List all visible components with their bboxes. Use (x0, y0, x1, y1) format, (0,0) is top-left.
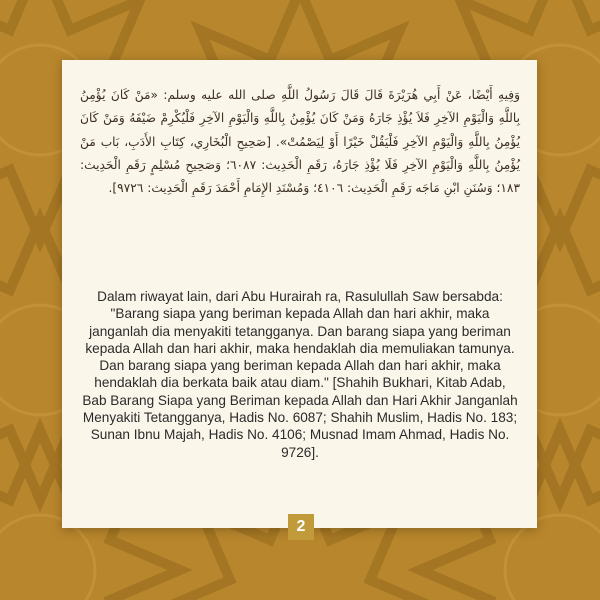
page-number-badge: 2 (288, 514, 314, 540)
arabic-hadith-text: وَفِيهِ أَيْضًا، عَنْ أَبِي هُرَيْرَةَ قَالَ قَالَ رَسُولُ اللَّهِ صلى الله عليه وسلم: «مَنْ كَانَ يُؤْمِنُ بِاللَّهِ وَالْيَوْمِ الآخِرِ فَلاَ يُؤْذِ جَارَهُ وَمَنْ كَانَ يُؤْمِنُ بِاللَّهِ وَالْيَوْمِ الآخِرِ فَلْيُكْرِمْ ضَيْفَهُ وَمَنْ كَانَ يُؤْمِنُ بِاللَّهِ وَالْيَوْمِ الآخِرِ فَلْيَقُلْ خَيْرًا أَوْ لِيَصْمُتْ». [صَحِيحِ الْبُخَارِي، كِتَابِ الأَدَبِ، بَاب مَنْ يُؤْمِنُ بِاللَّهِ وَالْيَوْمِ الآخِرِ فَلَا يُؤْذِ جَارَهُ، رَقَمِ الْحَدِيث: ٦٠٨٧؛ وَصَحِيحِ مُسْلِمٍ رَقَمِ الْحَدِيث: ١٨٣؛ وَسُنَنِ ابْنِ مَاجَه رَقَمِ الْحَدِيث: ٤١٠٦؛ وَمُسْنَدِ الإِمَامِ أَحْمَدَ رَقَمِ الْحَدِيث: ٩٧٢٦]. (80, 88, 520, 196)
indonesian-translation-text: Dalam riwayat lain, dari Abu Hurairah ra, Rasulullah Saw bersabda: "Barang siapa yang beriman kepada Allah dan hari akhir, maka janganlah dia menyakiti tetangganya. Dan barang siapa yang beriman kepada Allah dan hari akhir, maka hendaklah dia memuliakan tamunya. Dan barang siapa yang beriman kepada Allah dan hari akhir, maka hendaklah dia berkata baik atau diam." [Shahih Bukhari, Kitab Adab, Bab Barang Siapa yang Beriman kepada Allah dan Hari Akhir Janganlah Menyakiti Tetangganya, Hadis No. 6087; Shahih Muslim, Hadis No. 183; Sunan Ibnu Majah, Hadis No. 4106; Musnad Imam Ahmad, Hadis No. 9726]. (82, 289, 518, 460)
